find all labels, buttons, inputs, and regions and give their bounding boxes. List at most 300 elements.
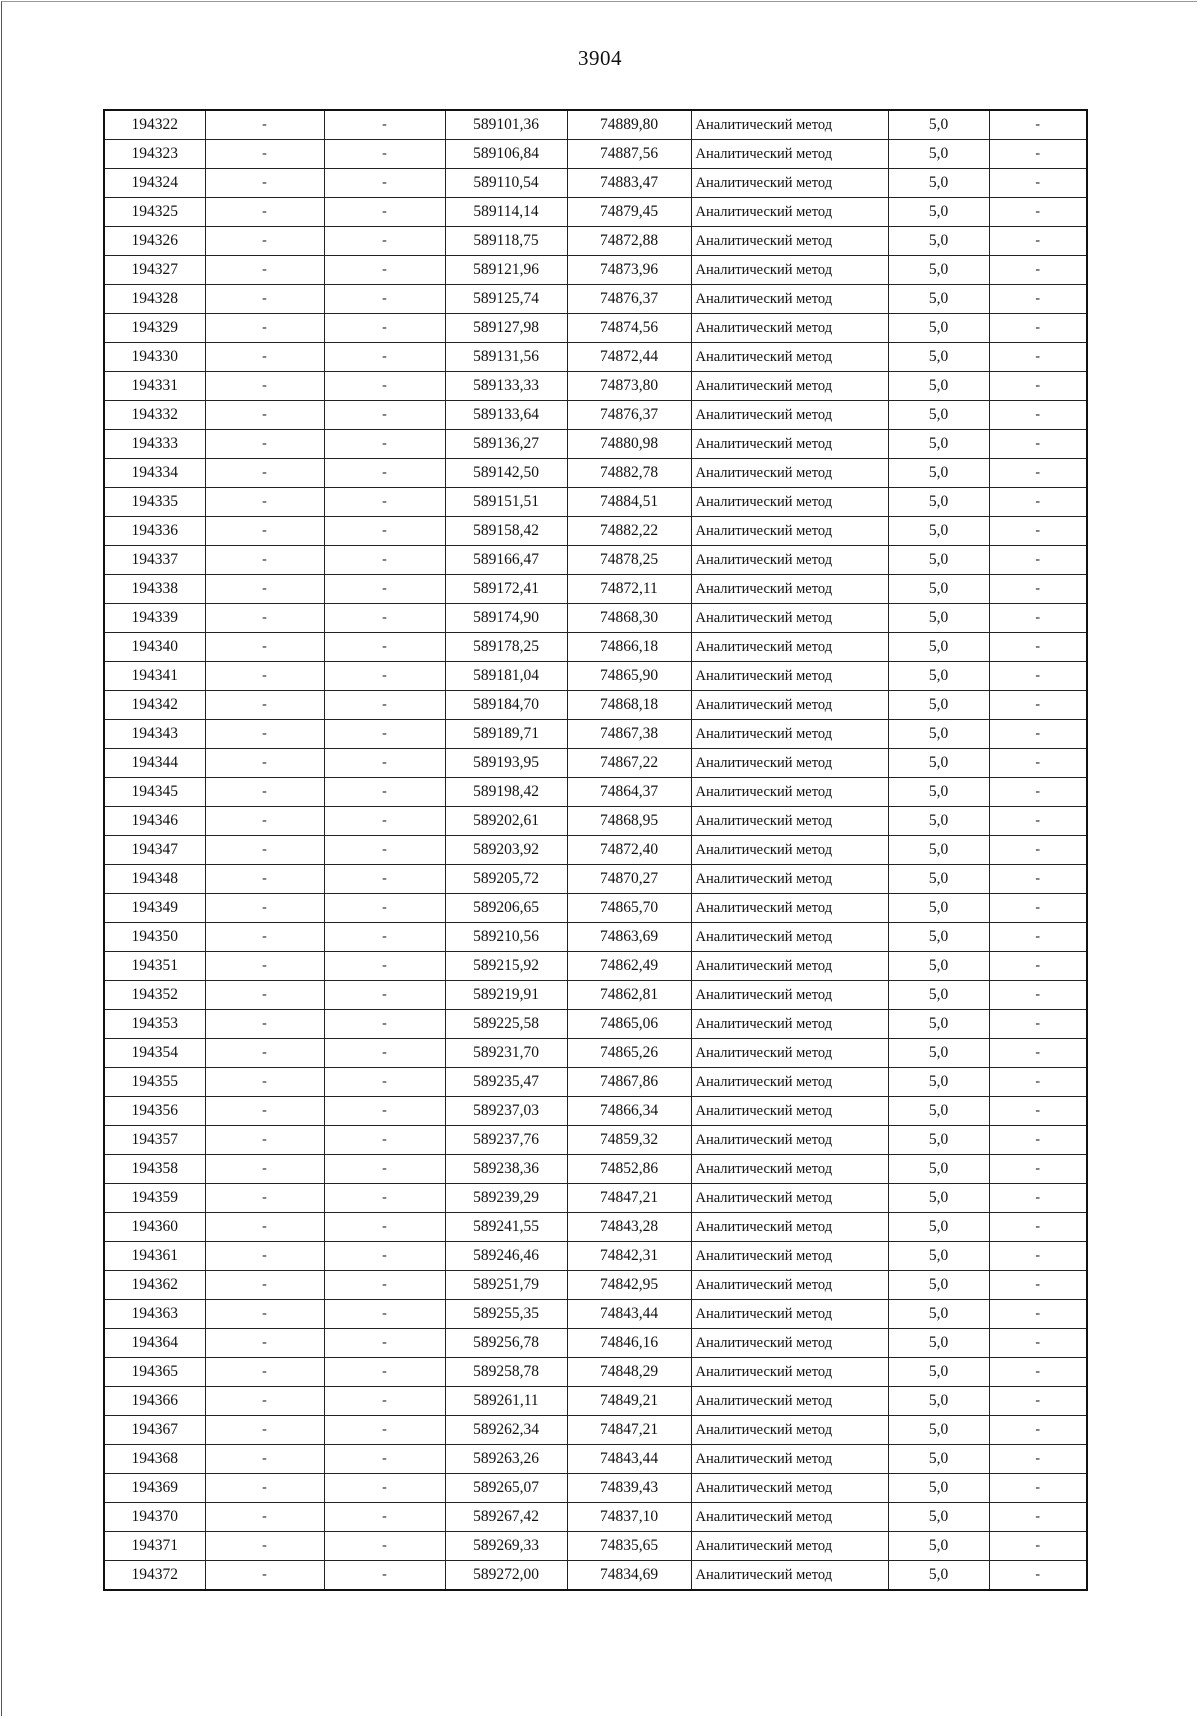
table-row [104,1155,1087,1184]
x-coordinate-cell: 589263,26 [445,1445,567,1474]
y-coordinate-cell: 74865,06 [567,1010,691,1039]
y-coordinate-cell: 74859,32 [567,1126,691,1155]
x-coordinate-cell: 589241,55 [445,1213,567,1242]
table-row [104,343,1087,372]
accuracy-cell: 5,0 [888,575,989,604]
accuracy-cell: 5,0 [888,546,989,575]
y-coordinate-cell: 74882,22 [567,517,691,546]
y-coordinate-cell: 74835,65 [567,1532,691,1561]
description-cell: - [989,1416,1087,1445]
method-cell: Аналитический метод [691,952,888,981]
table-row [104,401,1087,430]
accuracy-cell: 5,0 [888,372,989,401]
accuracy-cell: 5,0 [888,923,989,952]
table-row [104,749,1087,778]
y-coordinate-cell: 74873,96 [567,256,691,285]
y-coordinate-cell: 74879,45 [567,198,691,227]
method-cell: Аналитический метод [691,343,888,372]
description-cell: - [989,952,1087,981]
accuracy-cell: 5,0 [888,459,989,488]
accuracy-cell: 5,0 [888,749,989,778]
accuracy-cell: 5,0 [888,343,989,372]
y-coordinate-cell: 74849,21 [567,1387,691,1416]
x-coordinate-cell: 589210,56 [445,923,567,952]
table-row [104,1474,1087,1503]
y-coordinate-cell: 74848,29 [567,1358,691,1387]
x-coordinate-cell: 589136,27 [445,430,567,459]
x-coordinate-cell: 589158,42 [445,517,567,546]
old-y-cell: - [324,1184,445,1213]
accuracy-cell: 5,0 [888,836,989,865]
old-y-cell: - [324,894,445,923]
point-number-cell: 194341 [104,662,205,691]
old-x-cell: - [205,662,324,691]
old-x-cell: - [205,372,324,401]
description-cell: - [989,749,1087,778]
method-cell: Аналитический метод [691,256,888,285]
old-x-cell: - [205,749,324,778]
old-y-cell: - [324,662,445,691]
point-number-cell: 194360 [104,1213,205,1242]
description-cell: - [989,430,1087,459]
table-row [104,604,1087,633]
old-y-cell: - [324,1068,445,1097]
old-y-cell: - [324,981,445,1010]
method-cell: Аналитический метод [691,372,888,401]
old-y-cell: - [324,865,445,894]
table-row [104,981,1087,1010]
method-cell: Аналитический метод [691,894,888,923]
old-x-cell: - [205,1213,324,1242]
x-coordinate-cell: 589219,91 [445,981,567,1010]
accuracy-cell: 5,0 [888,1213,989,1242]
point-number-cell: 194343 [104,720,205,749]
y-coordinate-cell: 74868,18 [567,691,691,720]
x-coordinate-cell: 589106,84 [445,140,567,169]
x-coordinate-cell: 589255,35 [445,1300,567,1329]
method-cell: Аналитический метод [691,227,888,256]
accuracy-cell: 5,0 [888,1039,989,1068]
description-cell: - [989,314,1087,343]
description-cell: - [989,1126,1087,1155]
accuracy-cell: 5,0 [888,1184,989,1213]
description-cell: - [989,546,1087,575]
table-row [104,1532,1087,1561]
accuracy-cell: 5,0 [888,1445,989,1474]
x-coordinate-cell: 589239,29 [445,1184,567,1213]
method-cell: Аналитический метод [691,401,888,430]
old-x-cell: - [205,1561,324,1591]
y-coordinate-cell: 74872,11 [567,575,691,604]
point-number-cell: 194322 [104,110,205,140]
point-number-cell: 194351 [104,952,205,981]
old-x-cell: - [205,1010,324,1039]
table-row [104,285,1087,314]
table-row [104,633,1087,662]
x-coordinate-cell: 589267,42 [445,1503,567,1532]
x-coordinate-cell: 589174,90 [445,604,567,633]
description-cell: - [989,1242,1087,1271]
old-x-cell: - [205,807,324,836]
description-cell: - [989,1271,1087,1300]
point-number-cell: 194325 [104,198,205,227]
description-cell: - [989,140,1087,169]
old-y-cell: - [324,1445,445,1474]
y-coordinate-cell: 74867,38 [567,720,691,749]
accuracy-cell: 5,0 [888,720,989,749]
description-cell: - [989,169,1087,198]
y-coordinate-cell: 74865,70 [567,894,691,923]
accuracy-cell: 5,0 [888,1068,989,1097]
table-row [104,227,1087,256]
y-coordinate-cell: 74882,78 [567,459,691,488]
description-cell: - [989,1387,1087,1416]
point-number-cell: 194357 [104,1126,205,1155]
old-y-cell: - [324,807,445,836]
point-number-cell: 194329 [104,314,205,343]
accuracy-cell: 5,0 [888,285,989,314]
table-row [104,1213,1087,1242]
old-y-cell: - [324,401,445,430]
y-coordinate-cell: 74868,30 [567,604,691,633]
table-row [104,865,1087,894]
table-row [104,372,1087,401]
accuracy-cell: 5,0 [888,430,989,459]
table-row [104,575,1087,604]
description-cell: - [989,1358,1087,1387]
method-cell: Аналитический метод [691,1039,888,1068]
point-number-cell: 194352 [104,981,205,1010]
x-coordinate-cell: 589251,79 [445,1271,567,1300]
description-cell: - [989,1474,1087,1503]
y-coordinate-cell: 74842,31 [567,1242,691,1271]
point-number-cell: 194339 [104,604,205,633]
x-coordinate-cell: 589237,76 [445,1126,567,1155]
point-number-cell: 194364 [104,1329,205,1358]
x-coordinate-cell: 589225,58 [445,1010,567,1039]
x-coordinate-cell: 589238,36 [445,1155,567,1184]
description-cell: - [989,401,1087,430]
accuracy-cell: 5,0 [888,169,989,198]
method-cell: Аналитический метод [691,1068,888,1097]
old-x-cell: - [205,459,324,488]
point-number-cell: 194362 [104,1271,205,1300]
old-x-cell: - [205,865,324,894]
x-coordinate-cell: 589258,78 [445,1358,567,1387]
old-y-cell: - [324,110,445,140]
method-cell: Аналитический метод [691,1416,888,1445]
method-cell: Аналитический метод [691,1155,888,1184]
point-number-cell: 194345 [104,778,205,807]
accuracy-cell: 5,0 [888,488,989,517]
x-coordinate-cell: 589110,54 [445,169,567,198]
method-cell: Аналитический метод [691,691,888,720]
point-number-cell: 194370 [104,1503,205,1532]
x-coordinate-cell: 589121,96 [445,256,567,285]
table-row [104,778,1087,807]
old-y-cell: - [324,691,445,720]
old-y-cell: - [324,1300,445,1329]
point-number-cell: 194324 [104,169,205,198]
page-number: 3904 [578,46,622,70]
old-x-cell: - [205,1445,324,1474]
x-coordinate-cell: 589142,50 [445,459,567,488]
accuracy-cell: 5,0 [888,1155,989,1184]
point-number-cell: 194358 [104,1155,205,1184]
table-row [104,1068,1087,1097]
accuracy-cell: 5,0 [888,314,989,343]
table-row [104,110,1087,140]
description-cell: - [989,1503,1087,1532]
y-coordinate-cell: 74872,88 [567,227,691,256]
description-cell: - [989,865,1087,894]
y-coordinate-cell: 74846,16 [567,1329,691,1358]
accuracy-cell: 5,0 [888,517,989,546]
old-y-cell: - [324,546,445,575]
old-y-cell: - [324,488,445,517]
table-row [104,1416,1087,1445]
description-cell: - [989,778,1087,807]
accuracy-cell: 5,0 [888,1474,989,1503]
description-cell: - [989,372,1087,401]
point-number-cell: 194355 [104,1068,205,1097]
accuracy-cell: 5,0 [888,807,989,836]
y-coordinate-cell: 74878,25 [567,546,691,575]
old-x-cell: - [205,923,324,952]
table-row [104,1329,1087,1358]
accuracy-cell: 5,0 [888,1242,989,1271]
old-x-cell: - [205,1474,324,1503]
table-row [104,546,1087,575]
old-y-cell: - [324,1387,445,1416]
y-coordinate-cell: 74834,69 [567,1561,691,1591]
method-cell: Аналитический метод [691,662,888,691]
old-y-cell: - [324,140,445,169]
method-cell: Аналитический метод [691,1184,888,1213]
description-cell: - [989,1300,1087,1329]
x-coordinate-cell: 589125,74 [445,285,567,314]
x-coordinate-cell: 589133,64 [445,401,567,430]
y-coordinate-cell: 74876,37 [567,285,691,314]
description-cell: - [989,517,1087,546]
point-number-cell: 194354 [104,1039,205,1068]
y-coordinate-cell: 74862,49 [567,952,691,981]
y-coordinate-cell: 74867,22 [567,749,691,778]
y-coordinate-cell: 74884,51 [567,488,691,517]
method-cell: Аналитический метод [691,865,888,894]
y-coordinate-cell: 74876,37 [567,401,691,430]
old-x-cell: - [205,1097,324,1126]
method-cell: Аналитический метод [691,488,888,517]
accuracy-cell: 5,0 [888,952,989,981]
old-x-cell: - [205,314,324,343]
description-cell: - [989,1010,1087,1039]
description-cell: - [989,1184,1087,1213]
accuracy-cell: 5,0 [888,1416,989,1445]
point-number-cell: 194344 [104,749,205,778]
method-cell: Аналитический метод [691,1126,888,1155]
old-x-cell: - [205,1329,324,1358]
point-number-cell: 194350 [104,923,205,952]
accuracy-cell: 5,0 [888,604,989,633]
y-coordinate-cell: 74867,86 [567,1068,691,1097]
table-row [104,459,1087,488]
point-number-cell: 194369 [104,1474,205,1503]
method-cell: Аналитический метод [691,285,888,314]
accuracy-cell: 5,0 [888,401,989,430]
table-row [104,1039,1087,1068]
description-cell: - [989,1097,1087,1126]
table-row [104,1445,1087,1474]
x-coordinate-cell: 589262,34 [445,1416,567,1445]
old-y-cell: - [324,372,445,401]
y-coordinate-cell: 74887,56 [567,140,691,169]
description-cell: - [989,981,1087,1010]
table-row [104,1184,1087,1213]
description-cell: - [989,923,1087,952]
accuracy-cell: 5,0 [888,981,989,1010]
point-number-cell: 194334 [104,459,205,488]
accuracy-cell: 5,0 [888,227,989,256]
table-row [104,169,1087,198]
old-y-cell: - [324,1213,445,1242]
table-row [104,1242,1087,1271]
description-cell: - [989,227,1087,256]
description-cell: - [989,836,1087,865]
old-x-cell: - [205,488,324,517]
table-row [104,1126,1087,1155]
method-cell: Аналитический метод [691,430,888,459]
table-row [104,1271,1087,1300]
method-cell: Аналитический метод [691,1271,888,1300]
y-coordinate-cell: 74847,21 [567,1184,691,1213]
x-coordinate-cell: 589206,65 [445,894,567,923]
method-cell: Аналитический метод [691,1358,888,1387]
y-coordinate-cell: 74865,26 [567,1039,691,1068]
description-cell: - [989,343,1087,372]
old-x-cell: - [205,1155,324,1184]
accuracy-cell: 5,0 [888,1358,989,1387]
description-cell: - [989,1329,1087,1358]
y-coordinate-cell: 74843,44 [567,1300,691,1329]
old-y-cell: - [324,430,445,459]
old-y-cell: - [324,256,445,285]
y-coordinate-cell: 74847,21 [567,1416,691,1445]
description-cell: - [989,256,1087,285]
method-cell: Аналитический метод [691,1213,888,1242]
old-x-cell: - [205,198,324,227]
old-x-cell: - [205,1039,324,1068]
x-coordinate-cell: 589181,04 [445,662,567,691]
point-number-cell: 194368 [104,1445,205,1474]
old-y-cell: - [324,1097,445,1126]
old-y-cell: - [324,517,445,546]
old-y-cell: - [324,227,445,256]
table-row [104,1358,1087,1387]
point-number-cell: 194337 [104,546,205,575]
table-row [104,1300,1087,1329]
old-y-cell: - [324,198,445,227]
description-cell: - [989,1068,1087,1097]
old-y-cell: - [324,778,445,807]
old-x-cell: - [205,1242,324,1271]
old-x-cell: - [205,285,324,314]
accuracy-cell: 5,0 [888,1532,989,1561]
method-cell: Аналитический метод [691,546,888,575]
old-x-cell: - [205,1126,324,1155]
method-cell: Аналитический метод [691,604,888,633]
description-cell: - [989,1445,1087,1474]
accuracy-cell: 5,0 [888,1126,989,1155]
point-number-cell: 194323 [104,140,205,169]
description-cell: - [989,633,1087,662]
old-x-cell: - [205,517,324,546]
method-cell: Аналитический метод [691,575,888,604]
point-number-cell: 194338 [104,575,205,604]
old-x-cell: - [205,836,324,865]
point-number-cell: 194335 [104,488,205,517]
old-x-cell: - [205,256,324,285]
y-coordinate-cell: 74837,10 [567,1503,691,1532]
method-cell: Аналитический метод [691,1097,888,1126]
method-cell: Аналитический метод [691,778,888,807]
table-row [104,807,1087,836]
x-coordinate-cell: 589189,71 [445,720,567,749]
accuracy-cell: 5,0 [888,778,989,807]
x-coordinate-cell: 589246,46 [445,1242,567,1271]
x-coordinate-cell: 589205,72 [445,865,567,894]
y-coordinate-cell: 74866,34 [567,1097,691,1126]
method-cell: Аналитический метод [691,169,888,198]
accuracy-cell: 5,0 [888,110,989,140]
table-row [104,314,1087,343]
description-cell: - [989,691,1087,720]
old-y-cell: - [324,633,445,662]
old-y-cell: - [324,314,445,343]
description-cell: - [989,1213,1087,1242]
y-coordinate-cell: 74873,80 [567,372,691,401]
x-coordinate-cell: 589178,25 [445,633,567,662]
old-x-cell: - [205,1416,324,1445]
old-x-cell: - [205,1532,324,1561]
point-number-cell: 194371 [104,1532,205,1561]
method-cell: Аналитический метод [691,1503,888,1532]
y-coordinate-cell: 74872,40 [567,836,691,865]
old-x-cell: - [205,604,324,633]
point-number-cell: 194327 [104,256,205,285]
point-number-cell: 194365 [104,1358,205,1387]
accuracy-cell: 5,0 [888,1503,989,1532]
x-coordinate-cell: 589172,41 [445,575,567,604]
description-cell: - [989,459,1087,488]
x-coordinate-cell: 589166,47 [445,546,567,575]
description-cell: - [989,110,1087,140]
x-coordinate-cell: 589118,75 [445,227,567,256]
table-row [104,894,1087,923]
method-cell: Аналитический метод [691,1300,888,1329]
method-cell: Аналитический метод [691,836,888,865]
old-y-cell: - [324,1358,445,1387]
old-y-cell: - [324,720,445,749]
method-cell: Аналитический метод [691,1387,888,1416]
description-cell: - [989,1532,1087,1561]
table-row [104,198,1087,227]
description-cell: - [989,1039,1087,1068]
point-number-cell: 194342 [104,691,205,720]
table-row [104,952,1087,981]
point-number-cell: 194367 [104,1416,205,1445]
table-row [104,1097,1087,1126]
